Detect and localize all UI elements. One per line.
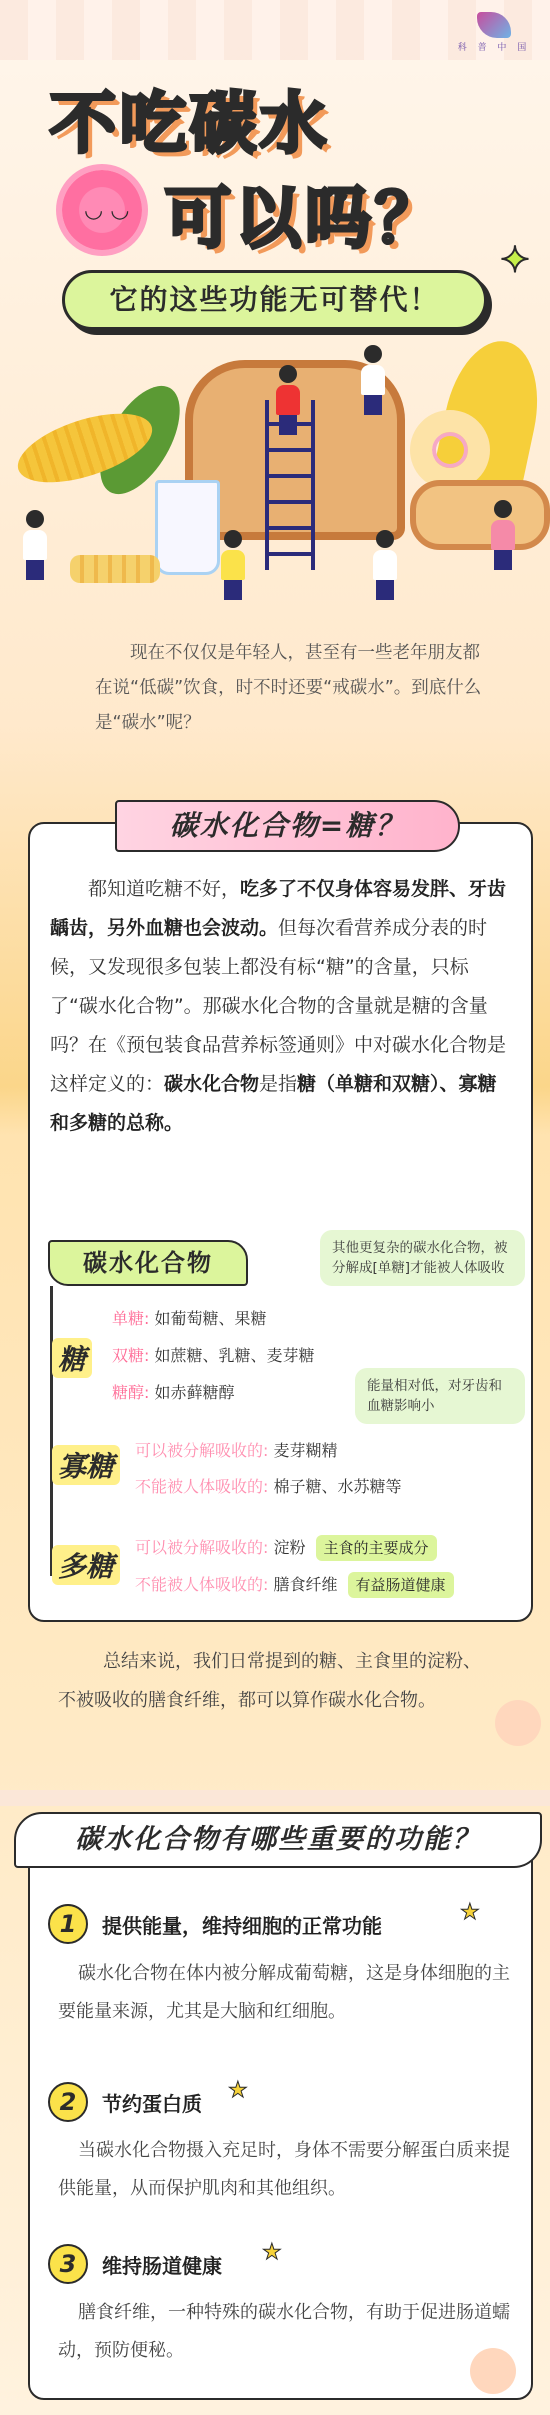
decor-blob bbox=[470, 2348, 516, 2394]
sugar-row-mono: 单糖: 如葡萄糖、果糖 bbox=[112, 1309, 267, 1328]
decor-blob bbox=[495, 1700, 541, 1746]
person-figure bbox=[22, 510, 48, 580]
function-title-2: 节约蛋白质 bbox=[102, 2092, 202, 2116]
logo-text: 科 普 中 国 bbox=[457, 43, 531, 53]
logo-mark-icon bbox=[477, 12, 511, 38]
person-figure bbox=[220, 530, 246, 600]
note-sugar-alcohol: 能量相对低，对牙齿和血糖影响小 bbox=[355, 1368, 525, 1424]
function-number-2: 2 bbox=[48, 2082, 88, 2122]
flower-mascot-icon: ◡ ◡ bbox=[62, 170, 142, 250]
function-body-3: 膳食纤维，一种特殊的碳水化合物，有助于促进肠道蠕动，预防便秘。 bbox=[58, 2302, 510, 2361]
donut-illustration bbox=[410, 410, 490, 490]
hero-title-line2: 可以吗？ bbox=[165, 180, 445, 257]
sugar-row-di: 双糖: 如蔗糖、乳糖、麦芽糖 bbox=[112, 1346, 315, 1365]
star-icon: ★ bbox=[460, 1900, 480, 1925]
person-figure bbox=[372, 530, 398, 600]
person-figure bbox=[360, 345, 386, 415]
poly-row-nonabsorbable: 不能被人体吸收的: 膳食纤维 有益肠道健康 bbox=[135, 1572, 454, 1598]
poly-row-absorbable: 可以被分解吸收的: 淀粉 主食的主要成分 bbox=[135, 1535, 437, 1561]
milk-cup-illustration bbox=[155, 480, 220, 575]
toast-illustration bbox=[410, 480, 550, 550]
pasta-illustration bbox=[70, 555, 160, 583]
tree-title: 碳水化合物 bbox=[48, 1240, 248, 1286]
category-polysaccharide: 多糖 bbox=[52, 1545, 120, 1585]
summary-paragraph: 总结来说，我们日常提到的糖、主食里的淀粉、不被吸收的膳食纤维，都可以算作碳水化合物。 bbox=[58, 1651, 481, 1711]
sugar-row-alcohol: 糖醇: 如赤藓糖醇 bbox=[112, 1383, 235, 1402]
hero-title-line1: 不吃碳水 bbox=[50, 85, 330, 162]
section-divider bbox=[0, 1790, 550, 1806]
sparkle-icon: ✦ bbox=[499, 240, 530, 281]
category-oligosaccharide: 寡糖 bbox=[52, 1445, 120, 1485]
function-body-1: 碳水化合物在体内被分解成葡萄糖，这是身体细胞的主要能量来源，尤其是大脑和红细胞。 bbox=[58, 1963, 510, 2022]
hero-subtitle: 它的这些功能无可替代！ bbox=[62, 270, 487, 330]
person-figure bbox=[490, 500, 516, 570]
definition-paragraph: 都知道吃糖不好，吃多了不仅身体容易发胖、牙齿龋齿，另外血糖也会波动。但每次看营养成分表的时候，又发现很多包装上都没有标“糖”的含量，只标了“碳水化合物”。那碳水化合物的含量就是糖的含量吗？在《预包装食品营养标签通则》中对碳水化合物是这样定义的：碳水化合物是指糖（单糖和双糖）、寡糖和多糖的总称。 bbox=[50, 878, 507, 1134]
food-illustration bbox=[0, 340, 550, 610]
category-sugar: 糖 bbox=[52, 1338, 92, 1378]
brand-logo bbox=[454, 12, 534, 53]
oligo-row-absorbable: 可以被分解吸收的: 麦芽糊精 bbox=[135, 1441, 338, 1460]
intro-paragraph: 现在不仅仅是年轻人，甚至有一些老年朋友都在说“低碳”饮食，时不时还要“戒碳水”。到底什么是“碳水”呢？ bbox=[95, 643, 482, 733]
note-complex-carbs: 其他更复杂的碳水化合物，被分解成[单糖]才能被人体吸收 bbox=[320, 1230, 525, 1286]
function-number-3: 3 bbox=[48, 2244, 88, 2284]
star-icon: ★ bbox=[228, 2078, 248, 2103]
function-number-1: 1 bbox=[48, 1904, 88, 1944]
person-figure bbox=[275, 365, 301, 435]
section2-header: 碳水化合物有哪些重要的功能？ bbox=[14, 1812, 542, 1868]
function-body-2: 当碳水化合物摄入充足时，身体不需要分解蛋白质来提供能量，从而保护肌肉和其他组织。 bbox=[58, 2140, 510, 2199]
oligo-row-nonabsorbable: 不能被人体吸收的: 棉子糖、水苏糖等 bbox=[135, 1477, 402, 1496]
function-title-1: 提供能量，维持细胞的正常功能 bbox=[102, 1914, 382, 1938]
star-icon: ★ bbox=[262, 2240, 282, 2265]
tree-connector bbox=[50, 1286, 53, 1576]
function-title-3: 维持肠道健康 bbox=[102, 2254, 222, 2278]
section1-tag: 碳水化合物=糖？ bbox=[115, 800, 460, 852]
